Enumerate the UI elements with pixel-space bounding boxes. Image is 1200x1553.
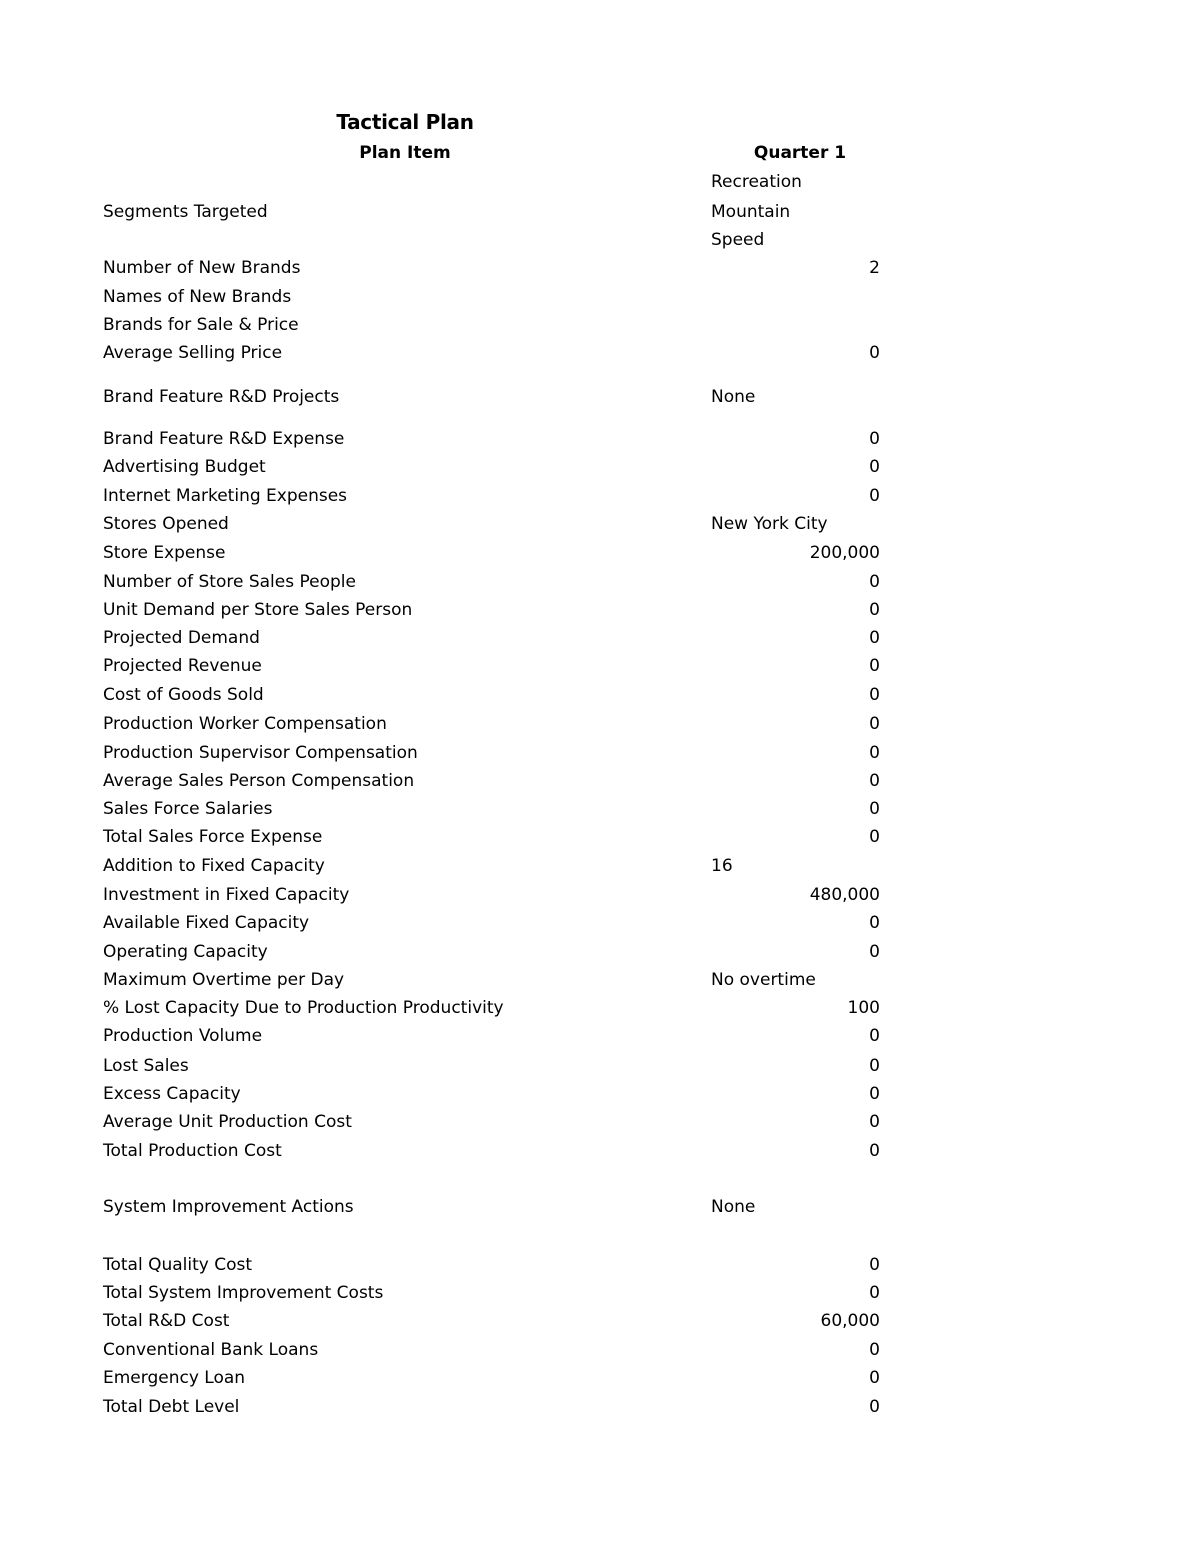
plan-row (0, 795, 1200, 823)
row-value: 0 (869, 942, 880, 962)
row-value: 0 (869, 685, 880, 705)
plan-row (0, 852, 1200, 880)
row-value: 0 (869, 343, 880, 363)
column-header-plan-item: Plan Item (359, 143, 451, 163)
row-label: Projected Revenue (103, 656, 262, 676)
plan-row (0, 283, 1200, 311)
plan-row (0, 1251, 1200, 1279)
row-label: Internet Marketing Expenses (103, 486, 348, 506)
plan-row (0, 1393, 1200, 1421)
row-value: 0 (869, 1056, 880, 1076)
plan-row (0, 1137, 1200, 1165)
row-value: 200,000 (809, 543, 880, 563)
row-value: 0 (869, 913, 880, 933)
row-value: 0 (869, 457, 880, 477)
row-label: Total R&D Cost (103, 1311, 230, 1331)
row-value: 0 (869, 1255, 880, 1275)
row-label: Production Volume (103, 1026, 263, 1046)
plan-row (0, 453, 1200, 481)
row-label: Unit Demand per Store Sales Person (103, 600, 413, 620)
row-label: Total Debt Level (103, 1397, 240, 1417)
row-label: Segments Targeted (103, 202, 268, 222)
row-value: 0 (869, 1283, 880, 1303)
plan-row (0, 1022, 1200, 1050)
plan-row (0, 539, 1200, 567)
row-label: Names of New Brands (103, 287, 292, 307)
row-value: New York City (711, 514, 828, 534)
row-label: Excess Capacity (103, 1084, 241, 1104)
row-label: Advertising Budget (103, 457, 266, 477)
row-value: 0 (869, 1112, 880, 1132)
segment-value-row (0, 226, 1200, 254)
plan-row (0, 994, 1200, 1022)
row-label: Total Quality Cost (103, 1255, 253, 1275)
row-value: 0 (869, 1368, 880, 1388)
row-label: Total Production Cost (103, 1141, 282, 1161)
row-label: Cost of Goods Sold (103, 685, 264, 705)
plan-row (0, 1307, 1200, 1335)
plan-row (0, 568, 1200, 596)
plan-row (0, 383, 1200, 411)
plan-row (0, 510, 1200, 538)
row-value: 0 (869, 1340, 880, 1360)
row-value: 60,000 (820, 1311, 880, 1331)
plan-row (0, 938, 1200, 966)
plan-row (0, 482, 1200, 510)
page-title: Tactical Plan (336, 110, 474, 134)
plan-row (0, 881, 1200, 909)
row-label: Operating Capacity (103, 942, 268, 962)
row-value: 0 (869, 429, 880, 449)
plan-row (0, 624, 1200, 652)
row-label: Production Worker Compensation (103, 714, 387, 734)
row-value: 16 (711, 856, 733, 876)
plan-row (0, 1080, 1200, 1108)
row-label: Brand Feature R&D Expense (103, 429, 345, 449)
row-label: Sales Force Salaries (103, 799, 273, 819)
segment-value: Speed (711, 230, 765, 250)
row-value: None (711, 387, 756, 407)
plan-row (0, 596, 1200, 624)
row-value: 0 (869, 486, 880, 506)
row-label: Brands for Sale & Price (103, 315, 299, 335)
row-label: Maximum Overtime per Day (103, 970, 345, 990)
row-value: 0 (869, 1141, 880, 1161)
row-value: No overtime (711, 970, 816, 990)
row-value: 480,000 (809, 885, 880, 905)
row-label: Total System Improvement Costs (103, 1283, 384, 1303)
row-label: Stores Opened (103, 514, 229, 534)
row-value: 2 (869, 258, 880, 278)
plan-row (0, 254, 1200, 282)
row-label: Investment in Fixed Capacity (103, 885, 350, 905)
row-label: Average Sales Person Compensation (103, 771, 415, 791)
row-label: Addition to Fixed Capacity (103, 856, 325, 876)
row-label: Average Unit Production Cost (103, 1112, 352, 1132)
row-label: Projected Demand (103, 628, 260, 648)
segment-value: Mountain (711, 202, 791, 222)
segment-value: Recreation (711, 172, 802, 192)
row-label: % Lost Capacity Due to Production Productivity (103, 998, 504, 1018)
row-value: 0 (869, 743, 880, 763)
plan-row (0, 823, 1200, 851)
row-label: System Improvement Actions (103, 1197, 354, 1217)
row-value: 0 (869, 656, 880, 676)
plan-row (0, 739, 1200, 767)
plan-row (0, 1052, 1200, 1080)
row-value: 0 (869, 1397, 880, 1417)
plan-row (0, 1108, 1200, 1136)
row-label: Store Expense (103, 543, 226, 563)
plan-row (0, 425, 1200, 453)
row-value: 0 (869, 799, 880, 819)
row-value: 0 (869, 827, 880, 847)
plan-row (0, 681, 1200, 709)
row-label: Available Fixed Capacity (103, 913, 310, 933)
row-label: Production Supervisor Compensation (103, 743, 418, 763)
plan-row (0, 1364, 1200, 1392)
row-label: Average Selling Price (103, 343, 283, 363)
row-label: Number of New Brands (103, 258, 301, 278)
plan-row (0, 1279, 1200, 1307)
plan-row (0, 710, 1200, 738)
row-label: Emergency Loan (103, 1368, 246, 1388)
plan-row-segments (0, 198, 1200, 226)
row-value: 0 (869, 1026, 880, 1046)
row-label: Conventional Bank Loans (103, 1340, 319, 1360)
row-value: None (711, 1197, 756, 1217)
row-label: Number of Store Sales People (103, 572, 356, 592)
plan-row (0, 966, 1200, 994)
plan-row (0, 1193, 1200, 1221)
row-value: 0 (869, 572, 880, 592)
row-value: 0 (869, 771, 880, 791)
row-value: 100 (847, 998, 880, 1018)
plan-row (0, 1336, 1200, 1364)
plan-row (0, 339, 1200, 367)
row-value: 0 (869, 628, 880, 648)
row-label: Brand Feature R&D Projects (103, 387, 340, 407)
segment-value-row (0, 168, 1200, 196)
row-value: 0 (869, 600, 880, 620)
column-header-quarter: Quarter 1 (753, 143, 847, 163)
row-value: 0 (869, 1084, 880, 1104)
row-value: 0 (869, 714, 880, 734)
row-label: Lost Sales (103, 1056, 189, 1076)
plan-row (0, 652, 1200, 680)
plan-row (0, 311, 1200, 339)
row-label: Total Sales Force Expense (103, 827, 323, 847)
plan-row (0, 767, 1200, 795)
plan-row (0, 909, 1200, 937)
